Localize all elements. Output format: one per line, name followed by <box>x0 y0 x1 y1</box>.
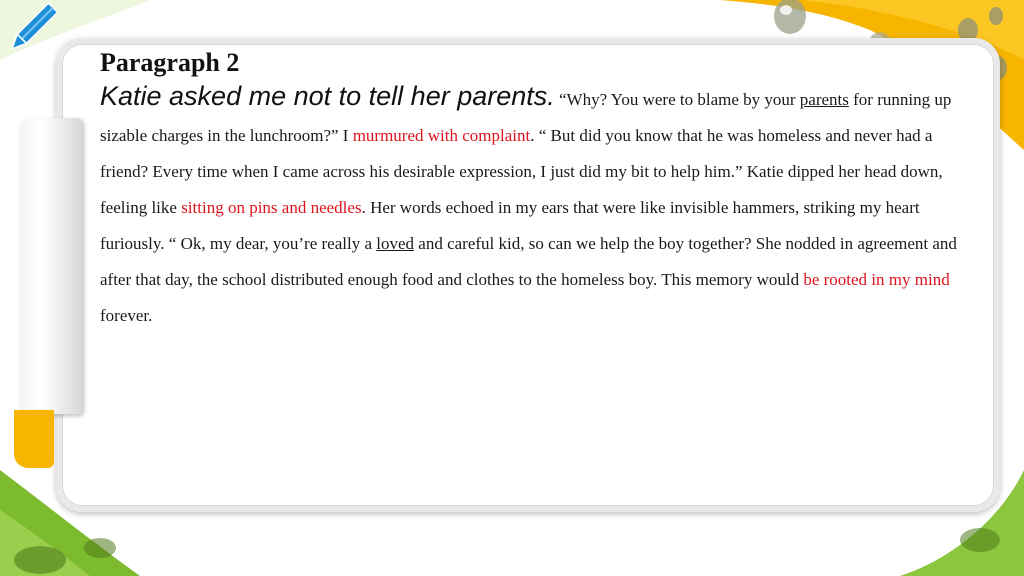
paragraph-segment: forever. <box>100 306 153 325</box>
scroll-decoration <box>20 118 82 414</box>
paragraph-segment: “Why? You were to blame by your <box>554 90 800 109</box>
underlined-word: loved <box>376 234 415 253</box>
highlight-phrase: murmured with complaint <box>352 126 531 145</box>
yellow-tab-decoration <box>14 410 54 468</box>
highlight-phrase: sitting on pins and needles <box>181 198 362 217</box>
text-content <box>100 48 980 334</box>
pencil-icon <box>4 2 56 58</box>
paragraph-body <box>100 78 980 334</box>
paragraph-segment: and careful kid, so can we help the boy together? She nodded in agreement and after that day, the school distributed enough food and clothes to the homeless boy. This memory would <box>100 234 957 289</box>
paragraph-segment: for running up sizable charges in the lunchroom?” I <box>100 90 952 145</box>
paragraph-segment: . “ But did you know that he was homeless and never had a friend? Every time when I came across his desirable expression, I just did my bit to help him.” Katie dipped her head down, feeling like <box>100 126 943 217</box>
underlined-word: parents <box>799 90 849 109</box>
lead-sentence: Katie asked me not to tell her parents. <box>100 81 555 111</box>
paragraph-segment: . Her words echoed in my ears that were like invisible hammers, striking my heart furiously. “ Ok, my dear, you’re really a <box>100 198 920 253</box>
highlight-phrase: be rooted in my mind <box>803 270 950 289</box>
page-title: Paragraph 2 <box>100 48 240 77</box>
